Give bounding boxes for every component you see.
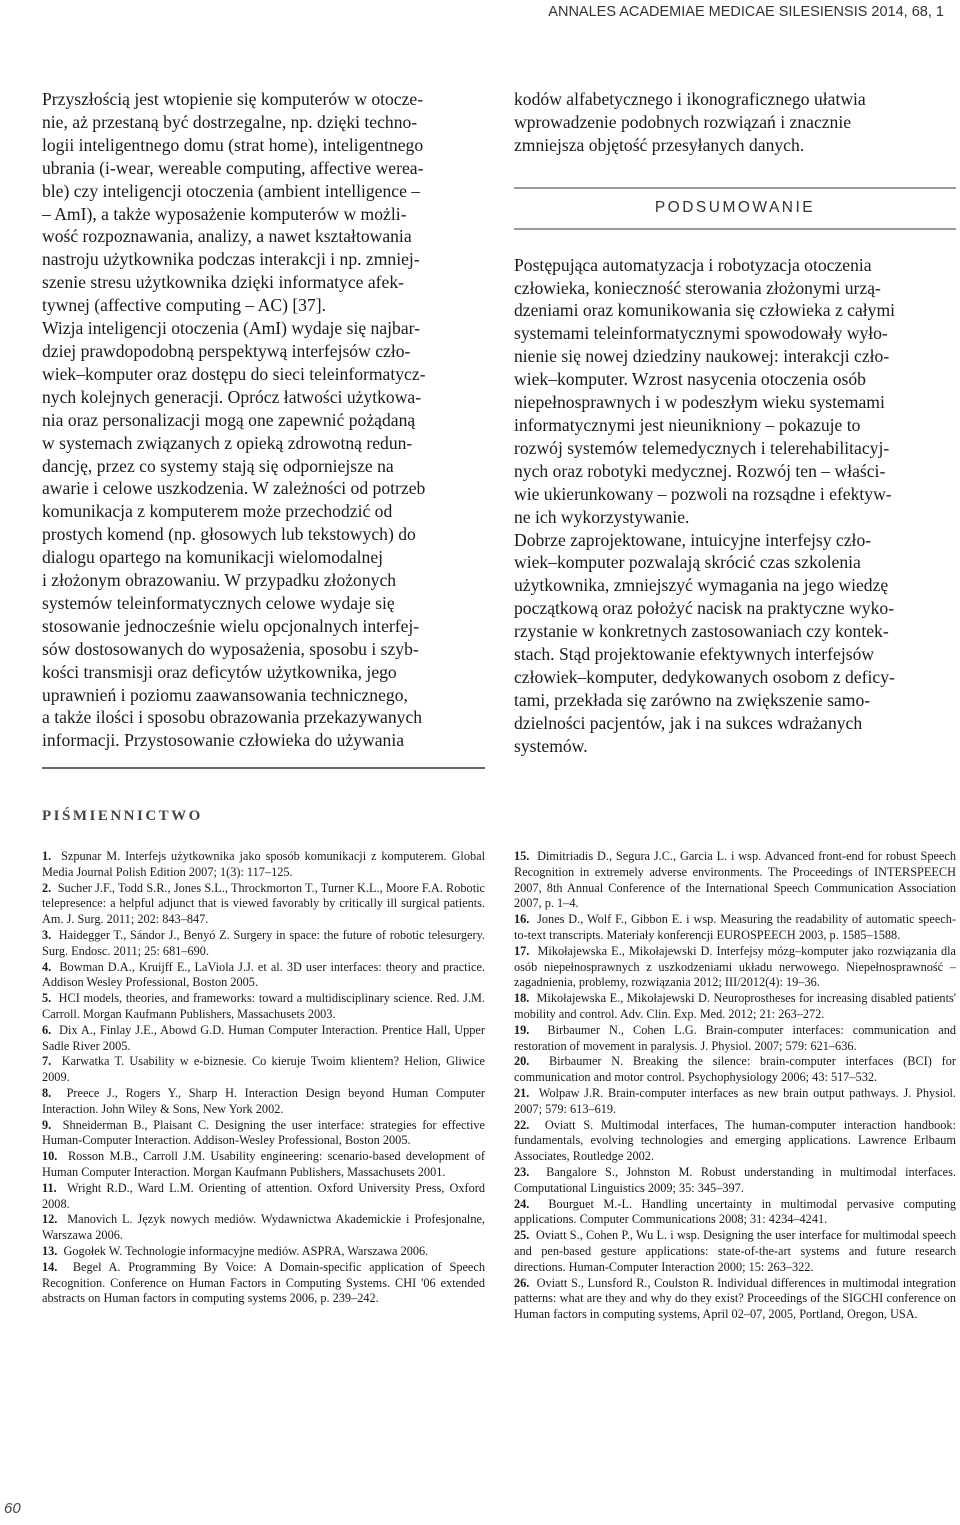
reference-number: 11.: [42, 1180, 57, 1195]
reference-item: [42, 1086, 485, 1118]
body-column-left: [42, 88, 485, 752]
reference-item: [42, 1244, 485, 1260]
reference-text: Wolpaw J.R. Brain-computer interfaces as new brain output pathways. J. Physiol. 2007; 579: 613–619.: [514, 1085, 956, 1116]
body-column-right: [514, 88, 956, 758]
reference-number: 6.: [42, 1022, 52, 1037]
body-paragraph: Wizja inteligencji otoczenia (AmI) wydaje się najbar- dziej prawdopodobną perspektywą interfejsów czło- wiek–komputer oraz dostępu do sieci teleinformatycz- nych kolejnych generacji. Oprócz łatwości użytkowa- nia oraz personalizacji mogą one zapewnić pożądaną w systemach związanych z opieką zdrowotną redun- dancję, przez co systemy stają się odporniejsze na awarie i celowe uszkodzenia. W zależności od potrzeb komunikacja z komputerem może przechodzić od prostych komend (np. głosowych lub tekstowych) do dialogu opartego na komunikacji wielomodalnej i złożonym obrazowaniu. W przypadku złożonych systemów teleinformatycznych celowe wydaje się stosowanie jednocześnie wielu opcjonalnych interfej- sów dostosowanych do wyposażenia, sposobu i szyb- kości transmisji oraz deficytów użytkownika, jego uprawnień i poziomu zaawansowania technicznego, a także ilości i sposobu obrazowania przekazywanych informacji. Przystosowanie człowieka do używania: [42, 318, 426, 751]
body-paragraph: Dobrze zaprojektowane, intuicyjne interfejsy czło- wiek–komputer pozwalają skrócić czas szkolenia użytkownika, zmniejszyć wymagania na jego wiedzę początkową oraz położyć nacisk na praktyczne wyko- rzystanie w konkretnych zastosowaniach czy kontek- stach. Stąd projektowanie efektywnych interfejsów człowiek–komputer, dedykowanych osobom z deficy- tami, przekłada się zarówno na zwiększenie samo- dzielności pacjentów, jak i na sukces wdrażanych systemów.: [514, 529, 895, 756]
reference-number: 20.: [514, 1054, 530, 1069]
reference-item: [42, 1212, 485, 1244]
reference-item: [42, 1260, 485, 1307]
reference-number: 16.: [514, 912, 530, 927]
reference-text: Birbaumer N., Cohen L.G. Brain-computer interfaces: communication and restoration of movement in paralysis. J. Physiol. 2007; 579: 621–636.: [514, 1022, 956, 1053]
reference-item: [514, 1118, 956, 1165]
body-paragraph: Postępująca automatyzacja i robotyzacja otoczenia człowieka, konieczność sterowania złożonymi urzą- dzeniami oraz komunikowania się człowieka z całymi systemami teleinformatycznymi spowodowały wyło- nienie się nowej dziedziny naukowej: interakcji czło- wiek–komputer. Wzrost nasycenia otoczenia osób niepełnosprawnych i w podeszłym wieku systemami informatycznymi jest nieunikniony – pokazuje to rozwój systemów telemedycznych i telerehabilitacyj- nych oraz robotyki medycznej. Rozwój ten – właści- wie ukierunkowany – pozwoli na rozsądne i efektyw- ne ich wykorzystywanie.: [514, 254, 896, 527]
section-heading-summary: PODSUMOWANIE: [514, 187, 956, 230]
reference-number: 10.: [42, 1149, 58, 1164]
reference-number: 4.: [42, 959, 52, 974]
reference-item: [42, 928, 485, 960]
reference-item: [514, 1165, 956, 1197]
reference-item: [514, 991, 956, 1023]
reference-number: 5.: [42, 991, 52, 1006]
reference-number: 9.: [42, 1117, 52, 1132]
section-divider: [42, 767, 485, 769]
reference-number: 12.: [42, 1212, 58, 1227]
reference-text: Begel A. Programming By Voice: A Domain-specific application of Speech Recognition. Conference on Human Factors in Computing Systems. CHI '06 extended abstracts on Human factors in computing systems 2006, p. 239–242.: [42, 1259, 485, 1306]
reference-text: Bourguet M.-L. Handling uncertainty in multimodal pervasive computing applications. Computer Communications 2008; 31: 4234–4241.: [514, 1196, 956, 1227]
reference-item: [42, 1181, 485, 1213]
reference-text: Wright R.D., Ward L.M. Orienting of attention. Oxford University Press, Oxford 2008.: [42, 1180, 485, 1211]
reference-item: [42, 1054, 485, 1086]
references-column-right: [514, 849, 956, 1323]
reference-text: Szpunar M. Interfejs użytkownika jako sposób komunikacji z komputerem. Global Media Journal Polish Edition 2007; 1(3): 117–125.: [42, 849, 485, 879]
body-paragraph: kodów alfabetycznego i ikonograficznego ułatwia wprowadzenie podobnych rozwiązań i znacznie zmniejsza objętość przesyłanych danych.: [514, 89, 866, 155]
reference-text: Mikołajewska E., Mikołajewski D. Interfejsy mózg–komputer jako rozwiązania dla osób niepełnosprawnych z uszkodzeniami układu nerwowego. Niepełnosprawność – zagadnienia, problemy, rozwiązania 2012; III/2012(4): 19–36.: [514, 943, 956, 990]
reference-item: [514, 1054, 956, 1086]
reference-number: 14.: [42, 1259, 58, 1274]
reference-item: [514, 944, 956, 991]
reference-number: 2.: [42, 880, 52, 895]
reference-number: 26.: [514, 1275, 530, 1290]
reference-number: 21.: [514, 1085, 530, 1100]
reference-item: [514, 1197, 956, 1229]
reference-text: Dix A., Finlay J.E., Abowd G.D. Human Computer Interaction. Prentice Hall, Upper Sadle River 2005.: [42, 1022, 485, 1053]
reference-text: Birbaumer N. Breaking the silence: brain-computer interfaces (BCI) for communication and motor control. Psychophysiology 2006; 43: 517–532.: [514, 1054, 956, 1085]
reference-item: [42, 881, 485, 928]
reference-text: Bangalore S., Johnston M. Robust understanding in multimodal interfaces. Computational Linguistics 2009; 35: 345–397.: [514, 1164, 956, 1195]
reference-item: [42, 960, 485, 992]
reference-number: 13.: [42, 1243, 58, 1258]
reference-number: 22.: [514, 1117, 530, 1132]
reference-text: Preece J., Rogers Y., Sharp H. Interaction Design beyond Human Computer Interaction. John Wiley & Sons, New York 2002.: [42, 1085, 485, 1116]
reference-item: [514, 912, 956, 944]
reference-text: Bowman D.A., Kruijff E., LaViola J.J. et al. 3D user interfaces: theory and practice. Addison Wesley Professional, Boston 2005.: [42, 959, 485, 990]
reference-number: 8.: [42, 1085, 52, 1100]
reference-item: [42, 1118, 485, 1150]
reference-number: 25.: [514, 1228, 530, 1243]
reference-item: [42, 849, 485, 881]
reference-text: Oviatt S., Cohen P., Wu L. i wsp. Designing the user interface for multimodal speech and pen-based gesture applications: state-of-the-art systems and future research directions. Human-Computer Interaction 2000; 15: 263–322.: [514, 1228, 956, 1274]
reference-text: Jones D., Wolf F., Gibbon E. i wsp. Measuring the readability of automatic speech-to-text transcripts. Materiały konferencji EUROSPEECH 2003, p. 1585–1588.: [514, 912, 956, 942]
reference-item: [514, 1023, 956, 1055]
reference-text: Karwatka T. Usability w e-biznesie. Co kieruje Twoim klientem? Helion, Gliwice 2009.: [42, 1054, 485, 1085]
reference-text: Rosson M.B., Carroll J.M. Usability engineering: scenario-based development of Human Computer Interaction. Morgan Kaufmann Publishers, Massachusets 2001.: [42, 1149, 485, 1179]
reference-item: [42, 1023, 485, 1055]
reference-text: Mikołajewska E., Mikołajewski D. Neuroprostheses for increasing disabled patients' mobility and control. Adv. Clin. Exp. Med. 2012; 21: 263–272.: [514, 991, 956, 1021]
reference-number: 3.: [42, 927, 52, 942]
reference-text: Haidegger T., Sándor J., Benyó Z. Surgery in space: the future of robotic telesurgery. Surg. Endosc. 2011; 25: 681–690.: [42, 927, 485, 958]
reference-text: Manovich L. Język nowych mediów. Wydawnictwa Akademickie i Profesjonalne, Warszawa 2006.: [42, 1212, 486, 1243]
reference-number: 15.: [514, 849, 530, 863]
reference-number: 24.: [514, 1196, 530, 1211]
reference-item: [514, 1086, 956, 1118]
reference-text: Shneiderman B., Plaisant C. Designing the user interface: strategies for effective Human-Computer Interaction. Addison-Wesley Professional, Boston 2005.: [42, 1117, 485, 1148]
reference-item: [514, 1276, 956, 1323]
reference-number: 17.: [514, 943, 530, 958]
reference-text: Oviatt S., Lunsford R., Coulston R. Individual differences in multimodal integration patterns: what are they and why do they exist? Proceedings of the SIGCHI conference on Human factors in computing systems, April 02–07, 2005, Portland, Oregon, USA.: [514, 1275, 956, 1322]
body-paragraph: Przyszłością jest wtopienie się komputerów w otocze- nie, aż przestaną być dostrzegalne, np. dzięki techno- logii inteligentnego domu (strat home), inteligentnego ubrania (i-wear, wereable computing, affective werea- ble) czy inteligencji otoczenia (ambient intelligence – – AmI), a także wyposażenie komputerów w możli- wość rozpoznawania, analizy, a nawet kształtowania nastroju użytkownika podczas interakcji i np. zmniej- szenie stresu użytkownika dzięki informatyce afek- tywnej (affective computing – AC) [37].: [42, 89, 424, 316]
reference-text: Oviatt S. Multimodal interfaces, The human-computer interaction handbook: fundamentals, evolving technologies and emerging applications. Lawrence Erlbaum Associates, Routledge 2002.: [514, 1117, 956, 1164]
reference-item: [42, 1149, 485, 1181]
references-heading: PIŚMIENNICTWO: [42, 808, 203, 824]
reference-text: Gogołek W. Technologie informacyjne mediów. ASPRA, Warszawa 2006.: [63, 1243, 429, 1258]
reference-number: 23.: [514, 1164, 530, 1179]
reference-number: 7.: [42, 1054, 52, 1069]
references-column-left: [42, 849, 485, 1307]
reference-number: 1.: [42, 849, 52, 863]
reference-text: Sucher J.F., Todd S.R., Jones S.L., Throckmorton T., Turner K.L., Moore F.A. Robotic telepresence: a helpful adjunct that is viewed favorably by critically ill surgical patients. Am. J. Surg. 2011; 202: 843–847.: [42, 880, 485, 927]
reference-text: Dimitriadis D., Segura J.C., Garcia L. i wsp. Advanced front-end for robust Speech Recognition in extremely adverse environments. The Proceedings of INTERSPEECH 2007, 8th Annual Conference of the International Speech Communication Association 2007, p. 1–4.: [514, 849, 956, 911]
reference-item: [514, 849, 956, 912]
reference-number: 18.: [514, 991, 530, 1006]
page-number: 60: [4, 1500, 21, 1517]
reference-number: 19.: [514, 1022, 530, 1037]
reference-text: HCI models, theories, and frameworks: toward a multidisciplinary science. Red. J.M. Carroll. Morgan Kaufmann Publishers, Massachusets 2003.: [42, 991, 486, 1021]
running-header: ANNALES ACADEMIAE MEDICAE SILESIENSIS 2014, 68, 1: [548, 4, 944, 20]
reference-item: [42, 991, 485, 1023]
reference-item: [514, 1228, 956, 1275]
